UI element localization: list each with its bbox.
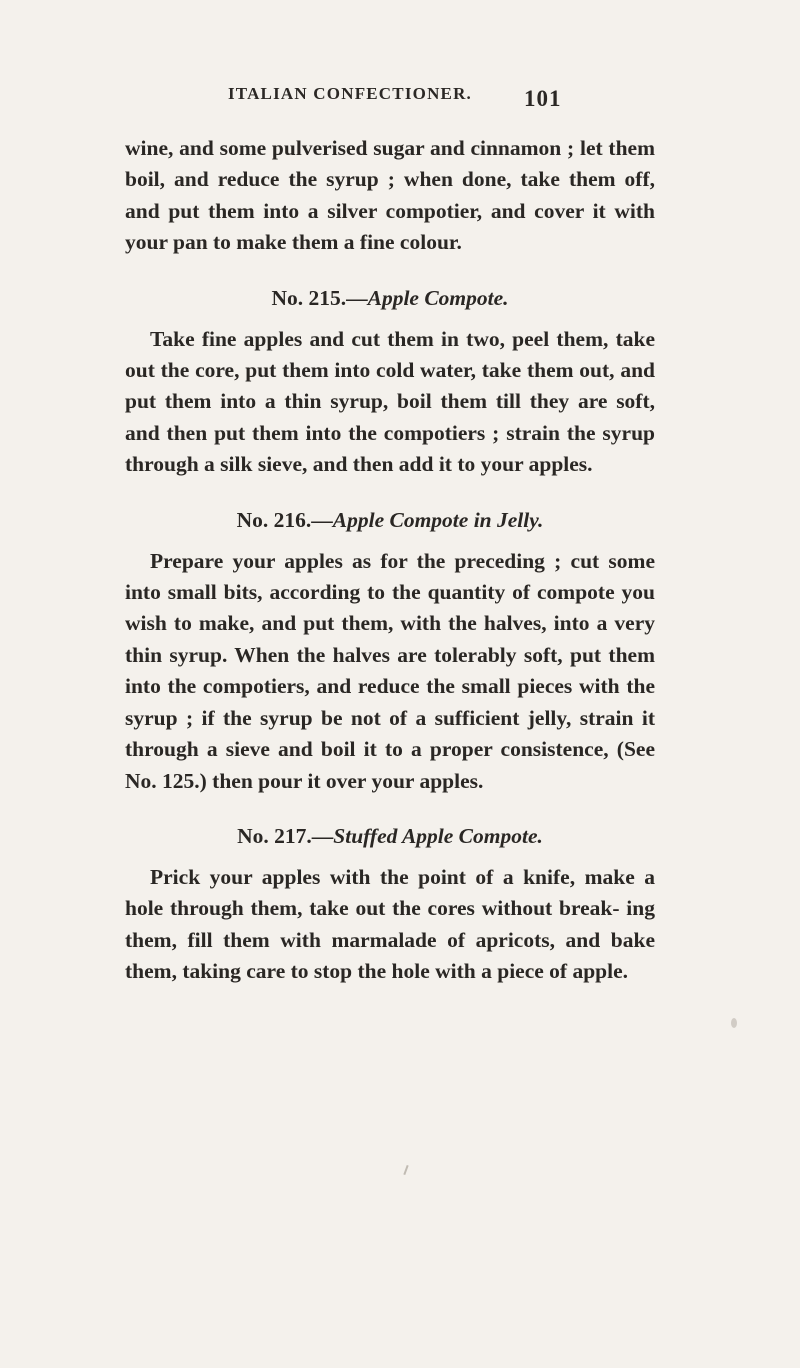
paper-blemish — [403, 1165, 408, 1175]
recipe-title: Stuffed Apple Compote. — [333, 823, 543, 848]
recipe-heading-216 — [125, 481, 655, 546]
recipe-number: No. 215.— — [271, 285, 368, 310]
paper-blemish — [731, 1018, 737, 1028]
recipe-number: No. 216.— — [236, 507, 333, 532]
recipe-216-text: Prepare your apples as for the preceding ; cut some into small bits, according to the quantity of compote you wish to make, and put them, with the halves, into a very thin syrup. When the halves are tolerably soft, put them into the compotiers, and reduce the small pieces with the syrup ; if the syrup be not of a sufficient jelly, strain it through a sieve and boil it to a proper consistence, (See No. 125.) then pour it over your apples. — [125, 548, 655, 793]
recipe-heading-215 — [125, 259, 655, 324]
page-number: 101 — [524, 86, 562, 111]
recipe-title: Apple Compote in Jelly. — [332, 507, 544, 532]
recipe-number: No. 217.— — [237, 823, 334, 848]
recipe-heading-217 — [125, 797, 655, 862]
recipe-217-text: Prick your apples with the point of a knife, make a hole through them, take out the cores without break- ing them, fill them with marmalade of apricots, and bake them, taking care to stop the hole with a piece of apple. — [125, 864, 655, 984]
paragraph-continuation: wine, and some pulverised sugar and cinnamon ; let them boil, and reduce the syrup ; when done, take them off, and put them into a silver compotier, and cover it with your pan to make them a fine colour. — [125, 136, 655, 255]
recipe-215-text: Take fine apples and cut them in two, peel them, take out the core, put them into cold water, take them out, and put them into a thin syrup, boil them till they are soft, and then put them into the compotiers ; strain the syrup through a silk sieve, and then add it to your apples. — [125, 326, 655, 477]
recipe-title: Apple Compote. — [367, 285, 509, 310]
body-text — [125, 133, 655, 988]
running-head: ITALIAN CONFECTIONER. — [227, 84, 473, 103]
